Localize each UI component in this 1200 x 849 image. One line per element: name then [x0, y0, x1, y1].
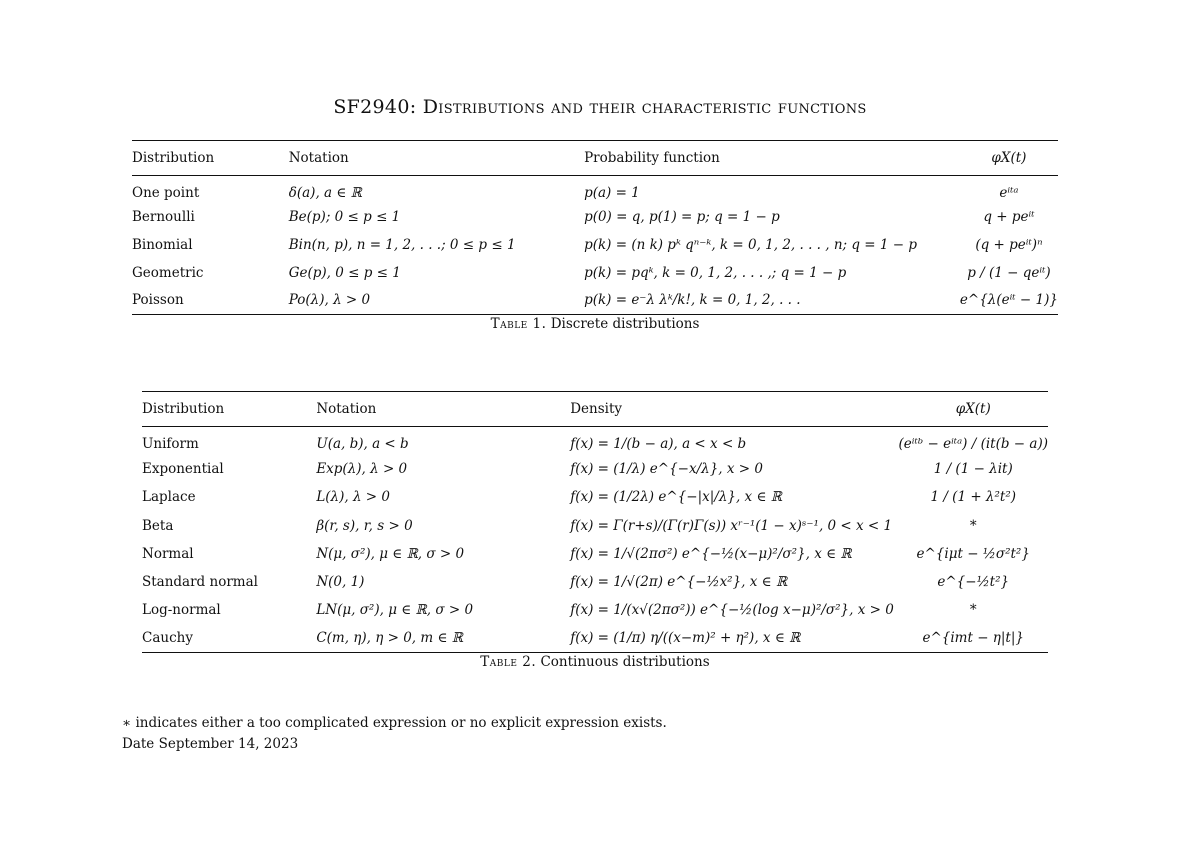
table-row [132, 203, 1058, 231]
notation-cell: U(a, b), a < b [316, 435, 409, 452]
notation-cell: L(λ), λ > 0 [316, 489, 390, 506]
notation-cell: C(m, η), η > 0, m ∈ ℝ [316, 630, 463, 647]
header-notation: Notation [316, 401, 377, 417]
caption-label: Table 2. [480, 654, 537, 671]
cf-cell: (eⁱᵗᵇ − eⁱᵗᵃ) / (it(b − a)) [898, 435, 1048, 452]
table-row [142, 427, 1048, 455]
caption-text: Discrete distributions [550, 315, 700, 332]
header-distribution: Distribution [142, 401, 225, 417]
table-row [142, 596, 1048, 624]
function-cell: p(k) = pqᵏ, k = 0, 1, 2, . . . ,; q = 1 − p [584, 264, 847, 281]
table-row [142, 625, 1048, 653]
table-header-row [132, 141, 1058, 176]
notation-cell: Po(λ), λ > 0 [288, 292, 371, 309]
function-cell: f(x) = (1/2λ) e^{−|x|/λ}, x ∈ ℝ [570, 489, 782, 506]
distribution-name: Normal [142, 545, 194, 562]
page-title: SF2940: Distributions and their characteristic functions [333, 96, 867, 118]
date-line: Date September 14, 2023 [122, 736, 299, 752]
cf-cell: p / (1 − qeⁱᵗ) [967, 264, 1051, 281]
notation-cell: N(0, 1) [316, 574, 365, 591]
table-row [132, 176, 1058, 204]
function-cell: f(x) = 1/(x√(2πσ²)) e^{−½(log x−μ)²/σ²}, x > 0 [570, 602, 894, 619]
header-distribution: Distribution [132, 150, 215, 166]
function-cell: f(x) = 1/√(2π) e^{−½x²}, x ∈ ℝ [570, 574, 788, 591]
distribution-name: Bernoulli [132, 209, 195, 226]
cf-cell: e^{imt − η|t|} [922, 630, 1024, 647]
notation-cell: LN(μ, σ²), μ ∈ ℝ, σ > 0 [316, 602, 474, 619]
notation-cell: δ(a), a ∈ ℝ [288, 184, 362, 201]
header-density: Density [570, 401, 623, 417]
cf-cell: e^{iμt − ½σ²t²} [916, 545, 1030, 562]
notation-cell: Be(p); 0 ≤ p ≤ 1 [288, 209, 401, 226]
table-row [132, 287, 1058, 315]
distribution-name: Exponential [142, 460, 224, 477]
function-cell: p(k) = (n k) pᵏ qⁿ⁻ᵏ, k = 0, 1, 2, . . . , n; q = 1 − p [584, 236, 918, 253]
distribution-name: Laplace [142, 489, 196, 506]
caption-label: Table 1. [490, 315, 547, 332]
distribution-name: Beta [142, 517, 174, 534]
function-cell: f(x) = (1/λ) e^{−x/λ}, x > 0 [570, 460, 763, 477]
cf-cell: * [969, 602, 977, 619]
distribution-name: One point [132, 184, 200, 201]
cf-cell: e^{λ(eⁱᵗ − 1)} [959, 292, 1058, 309]
function-cell: p(k) = e⁻λ λᵏ/k!, k = 0, 1, 2, . . . [584, 292, 801, 309]
table-row [142, 568, 1048, 596]
cf-cell: eⁱᵗᵃ [999, 184, 1019, 201]
table-row [142, 511, 1048, 539]
continuous-distributions-table [142, 391, 1048, 670]
header-characteristic-function: φX(t) [955, 401, 991, 417]
distribution-name: Geometric [132, 264, 204, 281]
table-row [132, 231, 1058, 259]
cf-cell: (q + peⁱᵗ)ⁿ [975, 236, 1043, 253]
table-row [142, 455, 1048, 483]
distribution-name: Log-normal [142, 602, 221, 619]
footnote-block [122, 713, 667, 755]
cf-cell: 1 / (1 + λ²t²) [930, 489, 1016, 506]
table-caption [142, 654, 1048, 670]
table-row [142, 483, 1048, 511]
distribution-name: Standard normal [142, 574, 258, 591]
header-notation: Notation [288, 150, 349, 166]
header-probability-function: Probability function [584, 150, 720, 166]
distribution-name: Uniform [142, 435, 199, 452]
function-cell: f(x) = (1/π) η/((x−m)² + η²), x ∈ ℝ [570, 630, 801, 647]
distribution-name: Cauchy [142, 630, 193, 647]
discrete-distributions-table [132, 140, 1058, 332]
cf-cell: * [969, 517, 977, 534]
function-cell: f(x) = Γ(r+s)/(Γ(r)Γ(s)) xʳ⁻¹(1 − x)ˢ⁻¹, 0 < x < 1 [570, 517, 893, 534]
table-row [132, 259, 1058, 287]
table-caption [132, 316, 1058, 332]
table-header-row [142, 392, 1048, 427]
table-row [142, 540, 1048, 568]
notation-cell: β(r, s), r, s > 0 [316, 517, 413, 534]
notation-cell: Ge(p), 0 ≤ p ≤ 1 [288, 264, 401, 281]
header-characteristic-function: φX(t) [991, 150, 1027, 166]
distribution-name: Binomial [132, 236, 193, 253]
notation-cell: Bin(n, p), n = 1, 2, . . .; 0 ≤ p ≤ 1 [288, 236, 516, 253]
function-cell: f(x) = 1/√(2πσ²) e^{−½(x−μ)²/σ²}, x ∈ ℝ [570, 545, 852, 562]
caption-text: Continuous distributions [540, 654, 710, 671]
function-cell: p(0) = q, p(1) = p; q = 1 − p [584, 209, 780, 226]
footnote: ∗ indicates either a too complicated expression or no explicit expression exists. [122, 715, 667, 731]
notation-cell: N(μ, σ²), μ ∈ ℝ, σ > 0 [316, 545, 465, 562]
distribution-name: Poisson [132, 292, 184, 309]
notation-cell: Exp(λ), λ > 0 [316, 460, 408, 477]
function-cell: f(x) = 1/(b − a), a < x < b [570, 435, 747, 452]
function-cell: p(a) = 1 [584, 184, 640, 201]
cf-cell: e^{−½t²} [937, 574, 1010, 591]
cf-cell: q + peⁱᵗ [983, 209, 1035, 226]
cf-cell: 1 / (1 − λit) [933, 460, 1013, 477]
